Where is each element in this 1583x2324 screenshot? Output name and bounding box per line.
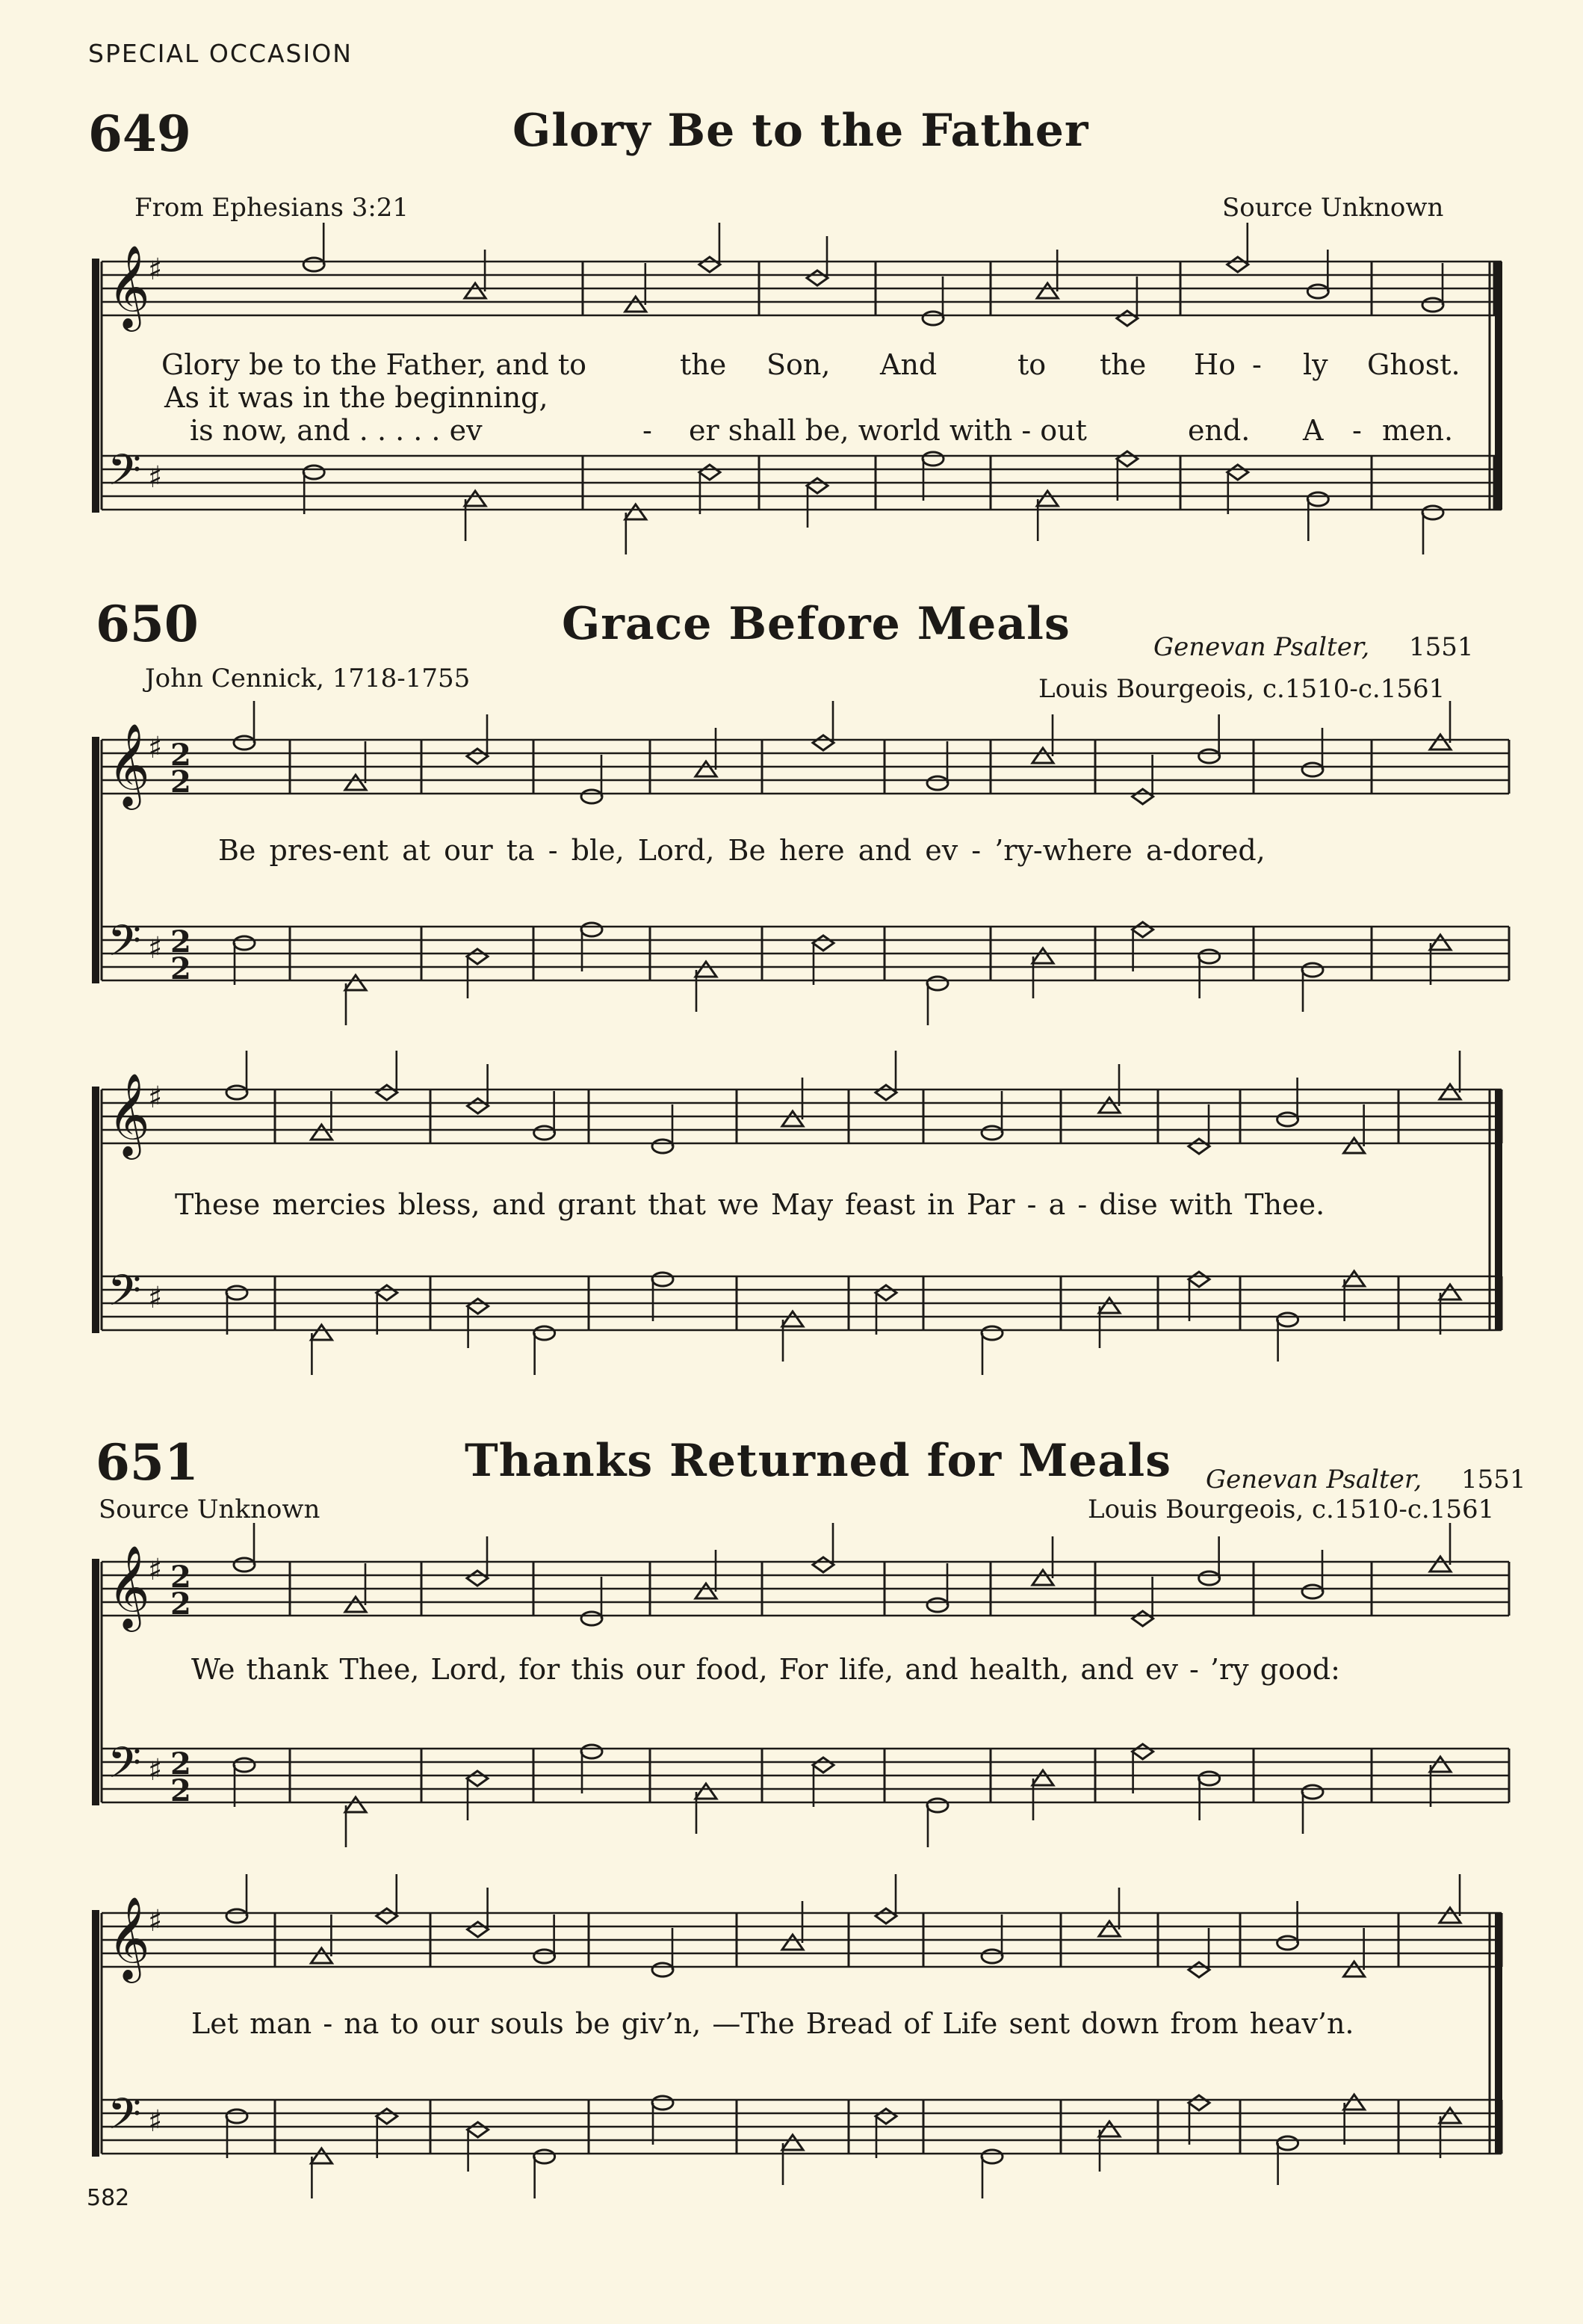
note-head [876,1909,896,1923]
note-head [1227,465,1248,480]
note-head [927,977,948,990]
bass-clef-icon: 𝄢 [108,1737,142,1799]
note-head [652,1273,673,1286]
lyric-syllable: the [1100,348,1147,381]
note-head [465,491,486,506]
tune-source-year: 1551 [1461,1465,1526,1495]
note-head [234,936,255,950]
note-head [1344,1962,1365,1977]
note-head [1099,1921,1120,1936]
note-head [465,283,486,298]
sharp-icon: ♯ [148,1553,163,1587]
note-head [1277,1936,1298,1950]
note-head [468,2122,489,2137]
note-head [1099,1098,1120,1113]
note-head [345,1797,366,1812]
note-head [1037,491,1058,506]
note-head [1117,451,1138,466]
lyric-syllable: Glory be to the Father, and to [161,348,587,381]
note-head [234,1758,255,1772]
note-head [1032,1570,1053,1585]
note-head [625,297,646,312]
hymn-title: Glory Be to the Father [512,105,1089,157]
lyric-syllable: is now, and . . . . . ev [190,414,483,447]
time-signature-bottom: 2 [170,1773,191,1808]
note-head [226,1909,247,1923]
treble-clef-icon: 𝄞 [108,1545,150,1628]
lyric-syllable: Son, [766,348,831,381]
note-head [581,790,602,803]
text-credit: From Ephesians 3:21 [134,193,409,223]
sharp-icon: ♯ [148,931,163,965]
note-head [652,2096,673,2110]
note-head [876,2109,896,2124]
note-head [696,962,716,977]
sharp-icon: ♯ [148,253,163,287]
note-head [1189,1962,1209,1977]
note-head [467,749,488,764]
note-head [782,1935,803,1950]
note-head [876,1285,896,1300]
note-head [311,1325,332,1340]
music-system [0,1067,1583,1396]
note-head [982,2150,1003,2163]
lyric-syllable: ly [1303,348,1328,381]
sharp-icon: ♯ [148,731,163,765]
note-head [581,923,602,936]
note-head [1440,1285,1460,1299]
note-head [345,975,366,990]
lyric-syllable: A [1303,414,1324,447]
note-head [927,1598,948,1612]
note-head [782,1111,803,1126]
lyric-syllable: Ho [1194,348,1236,381]
note-head [1133,1611,1153,1626]
note-head [1032,748,1053,763]
note-head [813,936,834,951]
time-signature-bottom: 2 [170,951,191,986]
hymn-title: Grace Before Meals [562,598,1071,650]
section-heading: SPECIAL OCCASION [88,39,353,68]
note-head [1430,935,1451,950]
note-head [696,761,716,776]
note-head [581,1612,602,1625]
bass-clef-icon: 𝄢 [108,1265,142,1326]
note-head [1430,735,1451,750]
treble-clef-icon: 𝄞 [108,723,150,806]
tune-credit: Source Unknown [1222,193,1444,223]
note-head [467,949,488,964]
note-head [1133,1744,1153,1759]
bass-clef-icon: 𝄢 [108,2089,142,2150]
lyric-syllable: men. [1382,414,1454,447]
music-system [0,1539,1583,1868]
note-head [226,1286,247,1299]
note-head [1099,1298,1120,1313]
sharp-icon: ♯ [148,1753,163,1787]
note-head [1133,922,1153,937]
lyric-syllable: And [880,348,938,381]
lyric-hyphen: - [642,414,652,447]
note-head [377,2109,397,2124]
treble-clef-icon: 𝄞 [108,1896,150,1980]
note-head [1302,963,1323,977]
hymn-number: 650 [96,595,199,653]
hymn-number: 649 [88,105,191,163]
note-head [1302,1585,1323,1598]
note-head [468,1922,489,1937]
note-head [345,1597,366,1612]
note-head [1440,1084,1460,1099]
note-head [1032,948,1053,963]
note-head [1302,763,1323,776]
time-signature-bottom: 2 [170,1586,191,1622]
lyric-syllable: Ghost. [1367,348,1460,381]
bass-clef-icon: 𝄢 [108,915,142,977]
note-head [581,1745,602,1758]
note-head [1440,2108,1460,2123]
note-head [1307,492,1328,506]
note-head [1277,1113,1298,1126]
note-head [303,466,324,479]
note-head [1302,1785,1323,1799]
note-head [927,776,948,790]
note-head [1227,257,1248,272]
page-number: 582 [87,2185,130,2211]
note-head [226,2110,247,2123]
lyric-line: Be pres-ent at our ta - ble, Lord, Be here and ev - ’ry-where a-dored, [218,834,1266,867]
note-head [1133,789,1153,804]
note-head [876,1085,896,1100]
note-head [226,1086,247,1099]
note-head [982,1126,1003,1140]
note-head [699,257,720,272]
note-head [1430,1757,1451,1772]
note-head [813,1557,834,1572]
note-head [1344,1271,1365,1286]
note-head [923,312,944,325]
note-head [1277,1313,1298,1326]
time-signature-top: 2 [170,1560,191,1595]
sharp-icon: ♯ [148,460,163,495]
note-head [1199,750,1220,763]
note-head [696,1583,716,1598]
note-head [311,2148,332,2163]
note-head [1307,285,1328,298]
lyric-line: These mercies bless, and grant that we May feast in Par - a - dise with Thee. [175,1188,1325,1221]
note-head [1277,2136,1298,2150]
note-head [1189,2095,1209,2110]
note-head [813,1758,834,1773]
treble-clef-icon: 𝄞 [108,1072,150,1156]
note-head [782,2135,803,2150]
tune-source-year: 1551 [1409,632,1474,662]
note-head [377,1909,397,1923]
note-head [982,1326,1003,1340]
note-head [1440,1908,1460,1923]
note-head [813,735,834,750]
note-head [1430,1557,1451,1572]
note-head [923,452,944,466]
note-head [927,1799,948,1812]
lyric-line: Let man - na to our souls be giv’n, —The Bread of Life sent down from heav’n. [191,2007,1354,2040]
note-head [782,1311,803,1326]
note-head [534,1326,555,1340]
note-head [982,1950,1003,1963]
note-head [1344,1138,1365,1153]
note-head [377,1285,397,1300]
time-signature-top: 2 [170,738,191,773]
treble-clef-icon: 𝄞 [108,244,150,328]
note-head [696,1784,716,1799]
bass-clef-icon: 𝄢 [108,445,142,506]
note-head [1422,506,1443,519]
note-head [234,736,255,750]
time-signature-top: 2 [170,924,191,959]
lyric-line: We thank Thee, Lord, for this our food, For life, and health, and ev - ’ry good: [191,1653,1340,1686]
note-head [311,1948,332,1963]
note-head [652,1963,673,1977]
note-head [1199,1572,1220,1585]
note-head [467,1771,488,1786]
note-head [467,1571,488,1586]
text-credit: Source Unknown [99,1495,320,1524]
note-head [377,1085,397,1100]
note-head [468,1098,489,1113]
note-head [625,504,646,519]
note-head [1032,1770,1053,1785]
tune-credit: Louis Bourgeois, c.1510-c.1561 [1088,1495,1495,1524]
note-head [1189,1272,1209,1287]
note-head [1099,2121,1120,2136]
note-head [1199,950,1220,963]
sharp-icon: ♯ [148,1081,163,1115]
note-head [1422,298,1443,312]
tune-credit: Louis Bourgeois, c.1510-c.1561 [1038,674,1446,704]
note-head [534,1126,555,1140]
hymn-title: Thanks Returned for Meals [465,1435,1172,1487]
tune-source: Genevan Psalter, [1153,632,1370,662]
time-signature-top: 2 [170,1746,191,1781]
tune-source: Genevan Psalter, [1206,1465,1422,1495]
note-head [1189,1139,1209,1154]
hymn-number: 651 [96,1433,199,1492]
lyric-syllable: end. [1188,414,1251,447]
note-head [303,258,324,271]
music-system [0,1891,1583,2219]
lyric-syllable: to [1017,348,1047,381]
music-system [0,717,1583,1046]
lyric-hyphen: - [1252,348,1262,381]
sharp-icon: ♯ [148,1904,163,1938]
lyric-hyphen: - [1352,414,1362,447]
note-head [807,478,828,493]
note-head [1117,311,1138,326]
note-head [807,271,828,285]
sharp-icon: ♯ [148,2104,163,2139]
lyric-syllable: As it was in the beginning, [164,381,548,414]
note-head [1037,283,1058,298]
sharp-icon: ♯ [148,1281,163,1315]
note-head [652,1140,673,1153]
note-head [534,2150,555,2163]
note-head [311,1125,332,1140]
note-head [234,1558,255,1572]
note-head [1344,2095,1365,2110]
note-head [345,775,366,790]
note-head [699,465,720,480]
time-signature-bottom: 2 [170,764,191,800]
note-head [1199,1772,1220,1785]
note-head [468,1299,489,1314]
lyric-syllable: the [680,348,727,381]
text-credit: John Cennick, 1718-1755 [145,664,471,693]
lyric-syllable: er shall be, world with - out [689,414,1087,447]
note-head [534,1950,555,1963]
